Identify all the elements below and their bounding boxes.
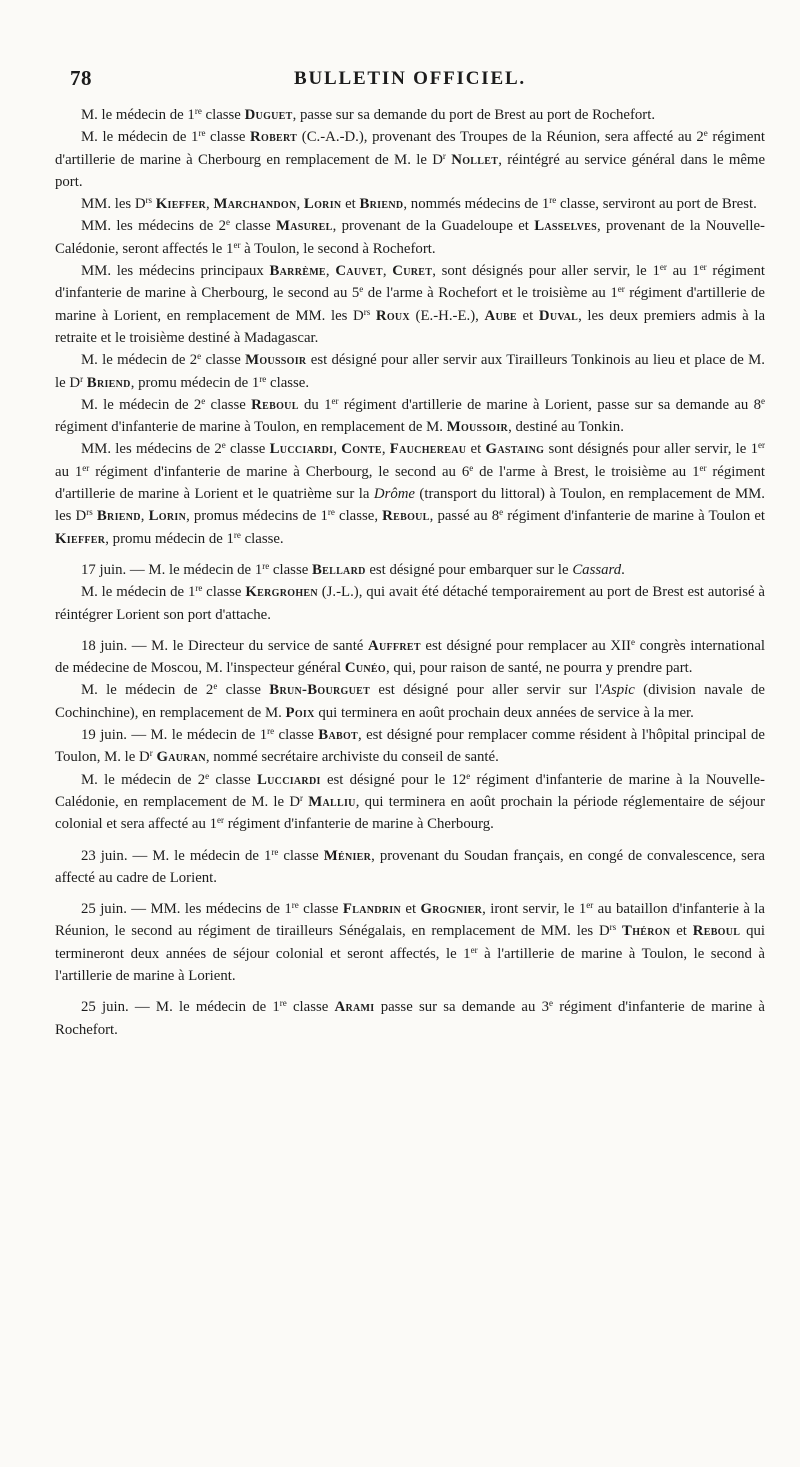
paragraph-p17 [55, 996, 765, 1041]
superscript: re [291, 900, 299, 911]
person-name: Kieffer [155, 196, 207, 213]
superscript: e [225, 217, 230, 228]
text-run: M. le médecin de 2 [81, 396, 202, 413]
text-run: est désigné pour remplacer au XII [420, 637, 631, 654]
superscript: re [194, 106, 202, 116]
text-run: , nommés médecins de 1 [403, 196, 550, 213]
superscript: rs [609, 922, 617, 933]
text-run: , promu médecin de 1 [105, 530, 234, 547]
text-run: , destiné au Tonkin. [508, 419, 624, 436]
person-name: Moussoir [245, 352, 307, 369]
text-run: classe [269, 561, 312, 578]
text-run: est désigné pour le 12 [320, 771, 467, 788]
person-name: Lasselves [534, 218, 598, 235]
text-run: classe [201, 107, 245, 123]
text-run: , provenant du Soudan français, en congé de convalescence, sera affecté au cadre de Lorient. [55, 847, 765, 886]
text-run: au bataillon d'infanterie à la Réunion, le second au régiment de tirailleurs Sénégalais, en remplacement de MM. les D [55, 901, 765, 940]
text-run: est désigné pour aller servir sur l' [370, 682, 602, 699]
text-run: classe. [240, 530, 284, 547]
person-name: Babot [318, 727, 358, 744]
text-run: (E.-H.-E.), [409, 307, 485, 324]
superscript: rs [145, 195, 153, 206]
person-name: Barrème [269, 263, 326, 280]
superscript: re [267, 726, 275, 737]
superscript: e [205, 770, 210, 781]
text-run: et [341, 196, 360, 213]
text-run: MM. les médecins principaux [81, 263, 270, 280]
superscript: e [630, 636, 635, 647]
ship-name: Cassard [572, 561, 622, 578]
text-run: MM. les médecins de 2 [81, 441, 222, 458]
text-run: classe [225, 441, 270, 458]
text-run: qui terminera en août prochain deux années de service à la mer. [314, 704, 694, 721]
person-name: Auffret [368, 637, 421, 654]
text-run: classe [274, 727, 319, 744]
superscript: er [758, 440, 766, 451]
text-run: 17 juin. — M. le médecin de 1 [81, 561, 263, 578]
text-run: classe [217, 682, 270, 699]
text-run: qui termineront deux années de séjour colonial et seront affectés, le 1 [55, 923, 766, 962]
superscript: er [331, 395, 339, 406]
page-header [55, 54, 765, 94]
text-run: (transport du littoral) à Toulon, en remplacement de MM. les D [55, 486, 765, 525]
text-run: classe [202, 584, 246, 601]
text-run: et [401, 901, 421, 918]
superscript: er [699, 462, 707, 473]
running-title: BULLETIN OFFICIEL. [294, 68, 526, 89]
text-run: classe [209, 771, 257, 788]
text-run: de l'arme à Rochefort et le troisième au 1 [363, 285, 618, 302]
paragraph-p12 [55, 679, 765, 724]
text-run: classe [201, 352, 246, 369]
text-run: classe [229, 218, 276, 235]
superscript: e [499, 507, 504, 518]
text-run: régiment d'infanterie de marine à Cherbourg, le second au 6 [89, 463, 470, 480]
person-name: Briend [359, 196, 404, 213]
superscript: e [221, 440, 226, 451]
superscript: r [149, 748, 153, 759]
superscript: re [195, 583, 203, 594]
paragraph-p8 [55, 438, 765, 549]
superscript: er [82, 462, 90, 473]
text-run: , passé au 8 [429, 508, 500, 525]
text-run: classe [205, 129, 250, 146]
person-name: Duguet [244, 107, 293, 123]
text-run: , [296, 196, 304, 213]
text-run: (C.-A.-D.), provenant des Troupes de la Réunion, sera affecté au 2 [297, 129, 704, 146]
text-run: M. le médecin de 1 [81, 129, 199, 146]
superscript: e [703, 128, 708, 139]
paragraph-p16 [55, 898, 765, 987]
text-run: , [382, 263, 393, 280]
text-run: à l'artillerie de marine à Toulon, le second à l'artillerie de marine à Lorient. [55, 945, 766, 984]
paragraph-p5 [55, 260, 765, 349]
superscript: re [262, 560, 270, 571]
paragraph-p6 [55, 349, 765, 394]
text-run: régiment d'artillerie de marine à Lorient, passe sur sa demande au 8 [338, 396, 761, 413]
text-run: au 1 [666, 263, 700, 280]
person-name: Reboul [251, 396, 299, 413]
paragraph-p1 [55, 104, 765, 126]
person-name: Brun-Bourguet [269, 682, 371, 699]
person-name: Conte [341, 441, 382, 458]
text-run: est désigné pour embarquer sur le [365, 561, 573, 578]
text-run: classe [286, 999, 335, 1016]
text-run: , promus médecins de 1 [186, 508, 328, 525]
superscript: re [327, 507, 335, 518]
person-name: Masurel [275, 218, 333, 235]
text-run: , provenant de la Nouvelle-Calédonie, seront affectés le 1 [55, 218, 765, 257]
text-run: classe, serviront au port de Brest. [556, 196, 757, 213]
superscript: e [213, 681, 218, 692]
text-run: du 1 [298, 396, 332, 413]
text-run: 19 juin. — M. le médecin de 1 [81, 727, 268, 744]
person-name: Reboul [692, 923, 741, 940]
person-name: Arami [334, 999, 375, 1016]
person-name: Lucciardi [269, 441, 334, 458]
person-name: Reboul [382, 508, 430, 525]
superscript: e [469, 462, 474, 473]
superscript: er [217, 815, 224, 826]
person-name: Gastaing [485, 441, 545, 458]
person-name: Flandrin [342, 901, 401, 918]
person-name: Théron [622, 923, 671, 940]
text-run: à Toulon, le second à Rochefort. [240, 240, 436, 257]
superscript: re [549, 195, 557, 206]
superscript: r [300, 792, 304, 803]
person-name: Gauran [156, 749, 206, 766]
text-run: régiment d'infanterie de marine à Cherbourg. [224, 816, 494, 833]
text-run: de l'arme à Brest, le troisième au 1 [473, 463, 700, 480]
text-run: M. le médecin de 1 [81, 107, 195, 123]
superscript: re [259, 373, 267, 384]
text-run: sont désignés pour aller servir, le 1 [544, 441, 759, 458]
text-run: et [466, 441, 486, 458]
text-run: régiment d'infanterie de marine à Toulon et [503, 508, 766, 525]
superscript: re [233, 529, 241, 540]
ship-name: Aspic [601, 682, 635, 699]
text-run: , [381, 441, 390, 458]
text-run: 18 juin. — M. le Directeur du service de santé [81, 637, 368, 654]
person-name: Lorin [303, 196, 342, 213]
text-run: , [206, 196, 214, 213]
text-run: et [670, 923, 693, 940]
paragraph-p3 [55, 193, 765, 215]
superscript: e [201, 395, 206, 406]
text-run: , qui, pour raison de santé, ne pourra y prendre part. [385, 660, 693, 677]
superscript: e [761, 395, 765, 406]
person-name: Lucciardi [256, 771, 321, 788]
text-run: classe, [334, 508, 383, 525]
person-name: Malliu [308, 793, 356, 810]
paragraph-p14 [55, 769, 765, 836]
superscript: e [197, 351, 202, 362]
text-run: , [325, 263, 336, 280]
person-name: Nollet [451, 151, 499, 168]
person-name: Aube [484, 307, 517, 324]
text-run: , iront servir, le 1 [482, 901, 587, 918]
person-name: Kieffer [55, 530, 106, 547]
text-run: MM. les médecins de 2 [81, 218, 226, 235]
text-run: , [333, 441, 342, 458]
person-name: Roux [375, 307, 410, 324]
text-run: passe sur sa demande au 3 [374, 999, 549, 1016]
document-body [55, 104, 765, 1041]
person-name: Cauvet [335, 263, 383, 280]
superscript: e [466, 770, 471, 781]
superscript: e [359, 284, 364, 295]
text-run: régiment d'infanterie de marine à Cherbourg, le second au 5 [55, 263, 765, 302]
person-name: Grognier [420, 901, 483, 918]
text-run: , les deux premiers admis à la retraite et le troisième destiné à Madagascar. [55, 307, 766, 346]
superscript: er [659, 262, 667, 273]
text-run: M. le médecin de 2 [81, 352, 198, 369]
text-run: classe [278, 847, 324, 864]
superscript: er [233, 239, 241, 250]
text-run: MM. les D [81, 196, 146, 213]
paragraph-p9 [55, 559, 765, 581]
text-run: , qui terminera en août prochain la période réglementaire de séjour colonial et sera affecté au 1 [55, 793, 765, 833]
superscript: rs [86, 507, 93, 518]
text-run: régiment d'infanterie de marine à Rochefort. [55, 999, 765, 1038]
person-name: Ménier [323, 847, 372, 864]
text-run: régiment d'artillerie de marine à Cherbourg en remplacement de M. le D [55, 129, 765, 168]
text-run: . [621, 561, 625, 578]
paragraph-p10 [55, 581, 765, 626]
person-name: Bellard [311, 561, 366, 578]
text-run: 23 juin. — M. le médecin de 1 [81, 847, 272, 864]
superscript: re [279, 998, 287, 1009]
text-run: 25 juin. — M. le médecin de 1 [81, 999, 280, 1016]
superscript: re [271, 846, 279, 857]
person-name: Poix [285, 704, 315, 721]
person-name: Lorin [148, 508, 187, 525]
text-run: , nommé secrétaire archiviste du conseil de santé. [205, 749, 499, 766]
superscript: er [586, 900, 594, 911]
text-run: régiment d'artillerie de marine à Lorient et le quatrième sur la [55, 463, 765, 503]
person-name: Duval [538, 307, 579, 324]
text-run: et [516, 307, 539, 324]
text-run: M. le médecin de 2 [81, 682, 214, 699]
text-run: congrès international de médecine de Moscou, M. l'inspecteur général [55, 637, 765, 677]
paragraph-p4 [55, 215, 765, 260]
superscript: e [548, 998, 553, 1009]
superscript: r [80, 373, 84, 384]
person-name: Cunéo [344, 660, 386, 677]
text-run: , passe sur sa demande du port de Brest au port de Rochefort. [292, 107, 656, 123]
person-name: Curet [392, 263, 433, 280]
ship-name: Drôme [373, 486, 415, 503]
person-name: Briend [86, 374, 131, 391]
text-run: M. le médecin de 2 [81, 771, 206, 788]
paragraph-p15 [55, 845, 765, 890]
text-run: , sont désignés pour aller servir, le 1 [432, 263, 660, 280]
text-run: , est désigné pour remplacer comme résident à l'hôpital principal de Toulon, M. le D [55, 727, 765, 766]
paragraph-p2 [55, 126, 765, 193]
person-name: Robert [250, 129, 298, 146]
person-name: Fauchereau [389, 441, 467, 458]
text-run: (division navale de Cochinchine), en remplacement de M. [55, 682, 765, 721]
text-run: (J.-L.), qui avait été détaché temporairement au port de Brest est autorisé à réintégrer Lorient son port d'attache. [55, 584, 765, 623]
paragraph-p7 [55, 394, 765, 439]
text-run: , [140, 508, 149, 525]
text-run: 25 juin. — MM. les médecins de 1 [81, 901, 292, 918]
text-run: au 1 [55, 463, 83, 480]
text-run: classe [298, 901, 343, 918]
text-run: , réintégré au service général dans le même port. [55, 151, 766, 190]
text-run: est désigné pour aller servir aux Tirailleurs Tonkinois au lieu et place de M. le D [55, 352, 765, 391]
text-run: classe [205, 396, 252, 413]
person-name: Kergrohen [245, 584, 318, 601]
person-name: Moussoir [446, 419, 509, 436]
text-run: , provenant de la Guadeloupe et [332, 218, 535, 235]
person-name: Marchandon [213, 196, 297, 213]
text-run: régiment d'infanterie de marine à la Nouvelle-Calédonie, en remplacement de M. le D [55, 771, 765, 810]
superscript: r [442, 150, 446, 161]
page-number: 78 [70, 66, 92, 90]
text-run: régiment d'artillerie de marine à Lorient, en remplacement de MM. les D [55, 285, 765, 324]
text-run: M. le médecin de 1 [81, 584, 196, 601]
superscript: re [198, 128, 206, 139]
text-run: régiment d'infanterie de marine à Toulon, en remplacement de M. [55, 419, 447, 436]
person-name: Briend [96, 508, 141, 525]
superscript: er [617, 284, 625, 295]
superscript: er [699, 262, 707, 273]
superscript: er [470, 944, 478, 955]
text-run: , promu médecin de 1 [130, 374, 260, 391]
paragraph-p13 [55, 724, 765, 769]
text-run: classe. [266, 374, 310, 391]
superscript: rs [363, 306, 371, 317]
paragraph-p11 [55, 635, 765, 680]
